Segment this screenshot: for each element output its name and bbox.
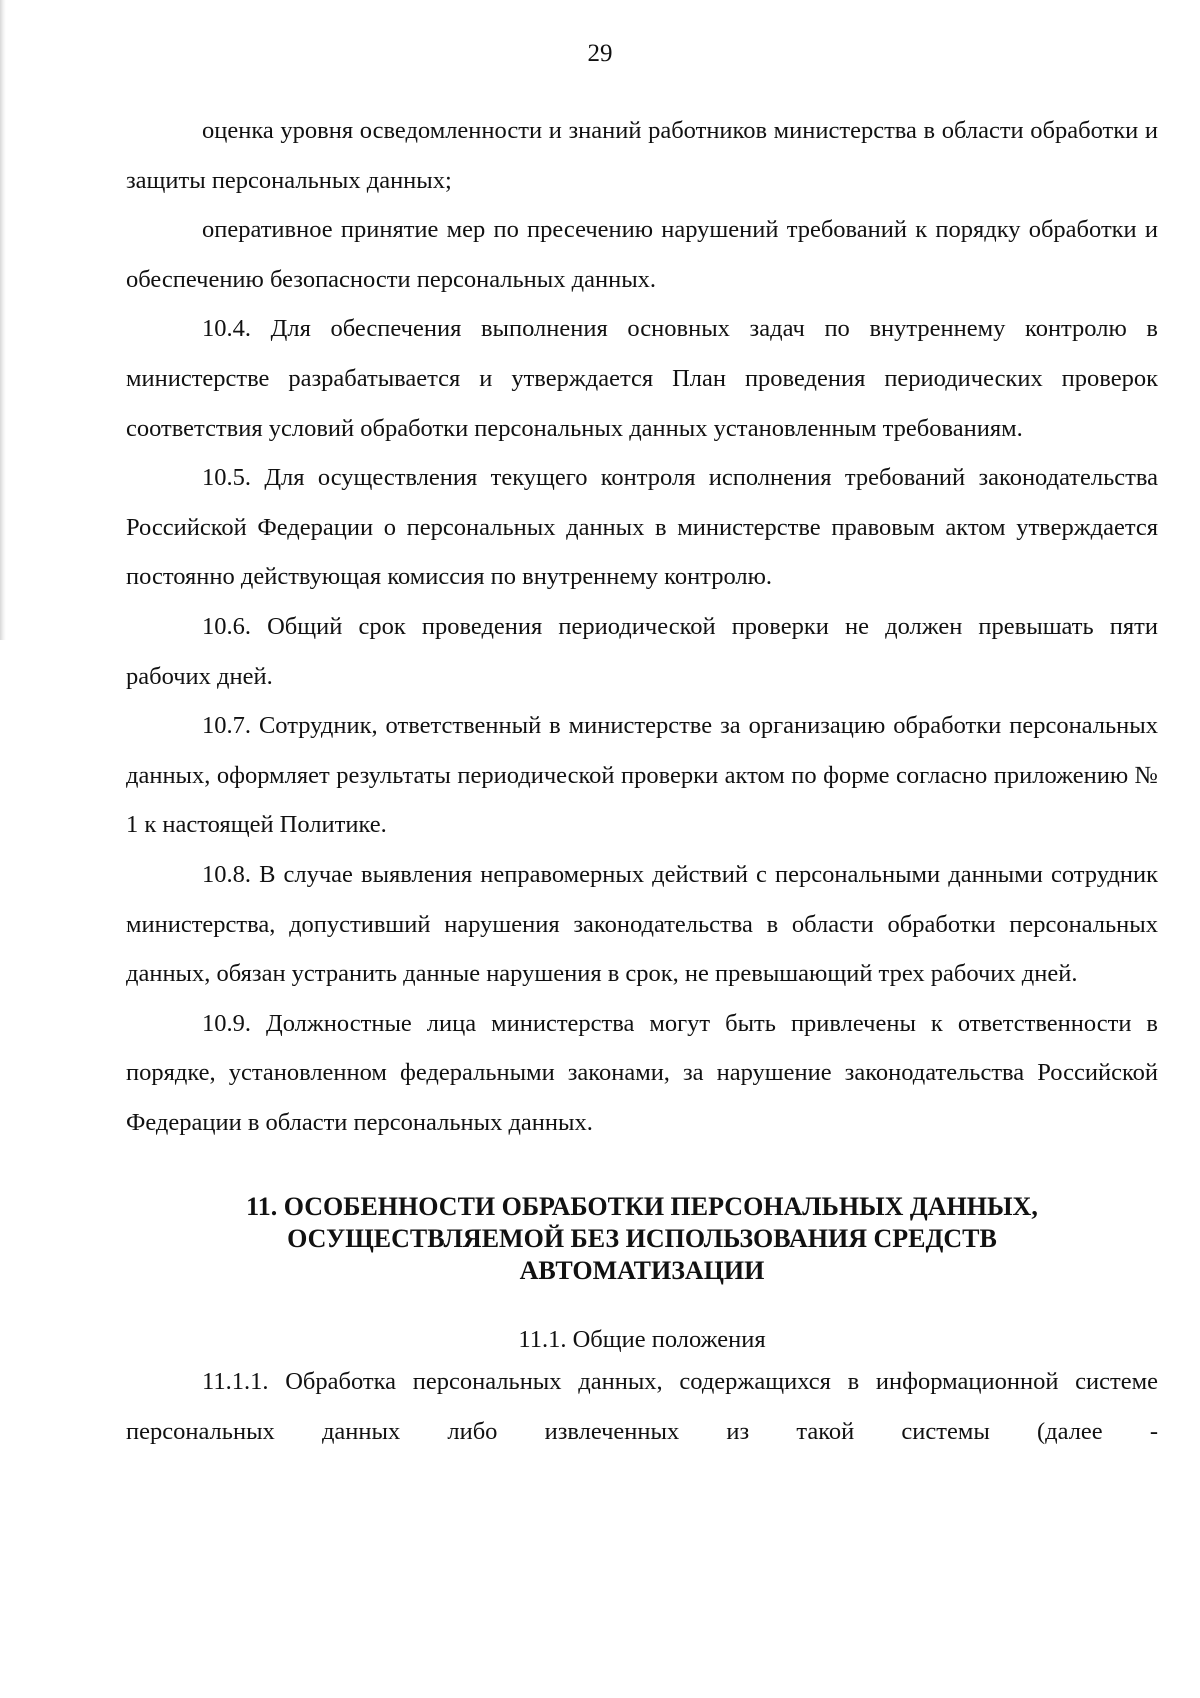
section-heading-line-1: 11. ОСОБЕННОСТИ ОБРАБОТКИ ПЕРСОНАЛЬНЫХ ДАННЫХ, [246, 1192, 1038, 1222]
paragraph-violation-response: оперативное принятие мер по пресечению нарушений требований к порядку обработки и обеспечению безопасности персональных данных. [126, 216, 1158, 293]
page-number: 29 [587, 40, 613, 67]
paragraph-10-4: 10.4. Для обеспечения выполнения основных задач по внутреннему контролю в министерстве разрабатывается и утверждается План проведения периодических проверок соответствия условий обработки персональных данных установленным требованиям. [126, 315, 1158, 442]
paragraph-awareness-assessment: оценка уровня осведомленности и знаний работников министерства в области обработки и защиты персональных данных; [126, 117, 1158, 194]
subsection-heading-11-1: 11.1. Общие положения [518, 1326, 766, 1354]
paragraph-10-6: 10.6. Общий срок проведения периодической проверки не должен превышать пяти рабочих дней. [126, 612, 1158, 690]
paragraph-10-8: 10.8. В случае выявления неправомерных действий с персональными данными сотрудник министерства, допустивший нарушения законодательства в области обработки персональных данных, обязан устранить данные нарушения в срок, не превышающий трех рабочих дней. [126, 860, 1158, 988]
paragraph-10-9: 10.9. Должностные лица министерства могут быть привлечены к ответственности в порядке, установленном федеральными законами, за нарушение законодательства Российской Федерации в области персональных данных. [126, 1009, 1158, 1136]
paragraph-11-1-1: 11.1.1. Обработка персональных данных, содержащихся в информационной системе персональных данных либо извлеченных из такой системы (далее - [126, 1368, 1158, 1446]
paragraph-10-5: 10.5. Для осуществления текущего контроля исполнения требований законодательства Российской Федерации о персональных данных в министерстве правовым актом утверждается постоянно действующая комиссия по внутреннему контролю. [126, 464, 1158, 591]
scan-edge-shadow [0, 0, 6, 640]
section-heading-11 [126, 1191, 1158, 1287]
document-body [126, 106, 1158, 1457]
section-heading-line-2: ОСУЩЕСТВЛЯЕМОЙ БЕЗ ИСПОЛЬЗОВАНИЯ СРЕДСТВ [287, 1224, 997, 1254]
section-heading-line-3: АВТОМАТИЗАЦИИ [519, 1256, 765, 1286]
paragraph-10-7: 10.7. Сотрудник, ответственный в министерстве за организацию обработки персональных данных, оформляет результаты периодической проверки актом по форме согласно приложению № 1 к настоящей Политике. [126, 712, 1158, 839]
